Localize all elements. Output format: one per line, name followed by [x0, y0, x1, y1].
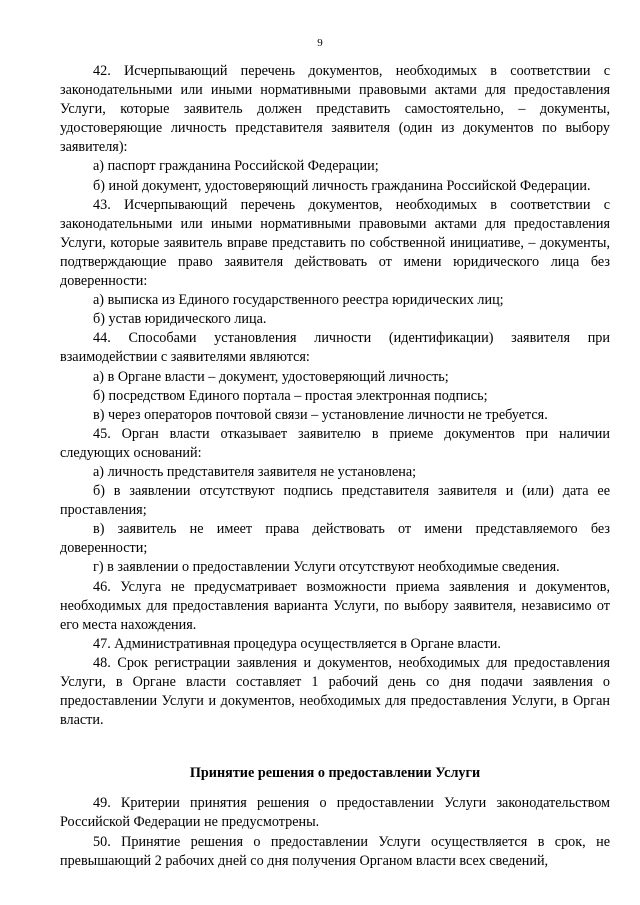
paragraph-44-v: в) через операторов почтовой связи – установление личности не требуется.: [93, 406, 548, 423]
paragraph-45-v: в) заявитель не имеет права действовать от имени представляемого без доверенности;: [60, 521, 610, 557]
paragraph-42: 42. Исчерпывающий перечень документов, необходимых в соответствии с законодательными или иными нормативными правовыми актами для предоставления Услуги, которые заявитель должен представить самостоятельно, – документы, удостоверяющие личность представителя заявителя (один из документов по выбору заявителя):: [60, 63, 610, 156]
paragraph-45-g: г) в заявлении о предоставлении Услуги отсутствуют необходимые сведения.: [93, 559, 560, 576]
paragraph-44-a: а) в Органе власти – документ, удостоверяющий личность;: [93, 368, 449, 385]
paragraph-46: 46. Услуга не предусматривает возможности приема заявления и документов, необходимых для предоставления варианта Услуги, по выбору заявителя, независимо от его места нахождения.: [60, 578, 610, 633]
paragraph-43-a: а) выписка из Единого государственного реестра юридических лиц;: [93, 292, 504, 309]
paragraph-42-b: б) иной документ, удостоверяющий личность гражданина Российской Федерации.: [93, 177, 591, 194]
document-body: [60, 62, 610, 871]
paragraph-50: 50. Принятие решения о предоставлении Услуги осуществляется в срок, не превышающий 2 рабочих дней со дня получения Органом власти всех сведений,: [60, 833, 610, 869]
paragraph-44-b: б) посредством Единого портала – простая электронная подпись;: [93, 387, 488, 404]
paragraph-43-b: б) устав юридического лица.: [93, 311, 267, 328]
paragraph-49: 49. Критерии принятия решения о предоставлении Услуги законодательством Российской Федерации не предусмотрены.: [60, 795, 610, 831]
paragraph-45: 45. Орган власти отказывает заявителю в приеме документов при наличии следующих оснований:: [60, 425, 610, 461]
paragraph-47: 47. Административная процедура осуществляется в Органе власти.: [93, 635, 501, 652]
paragraph-45-b: б) в заявлении отсутствуют подпись представителя заявителя и (или) дата ее проставления;: [60, 483, 610, 519]
paragraph-44: 44. Способами установления личности (идентификации) заявителя при взаимодействии с заявителями являются:: [60, 330, 610, 366]
section-heading: Принятие решения о предоставлении Услуги: [189, 765, 481, 782]
paragraph-48: 48. Срок регистрации заявления и документов, необходимых для предоставления Услуги, в Органе власти составляет 1 рабочий день со дня подачи заявления о предоставлении Услуги и документов, необходимых для предоставления Услуги, в Орган власти.: [60, 654, 610, 729]
page-number: 9: [317, 37, 323, 49]
paragraph-45-a: а) личность представителя заявителя не установлена;: [93, 463, 417, 480]
paragraph-42-a: а) паспорт гражданина Российской Федерации;: [93, 158, 379, 175]
paragraph-43: 43. Исчерпывающий перечень документов, необходимых в соответствии с законодательными или иными нормативными правовыми актами для предоставления Услуги, которые заявитель вправе представить по собственной инициативе, – документы, подтверждающие право заявителя действовать от имени юридического лица без доверенности:: [60, 196, 610, 290]
